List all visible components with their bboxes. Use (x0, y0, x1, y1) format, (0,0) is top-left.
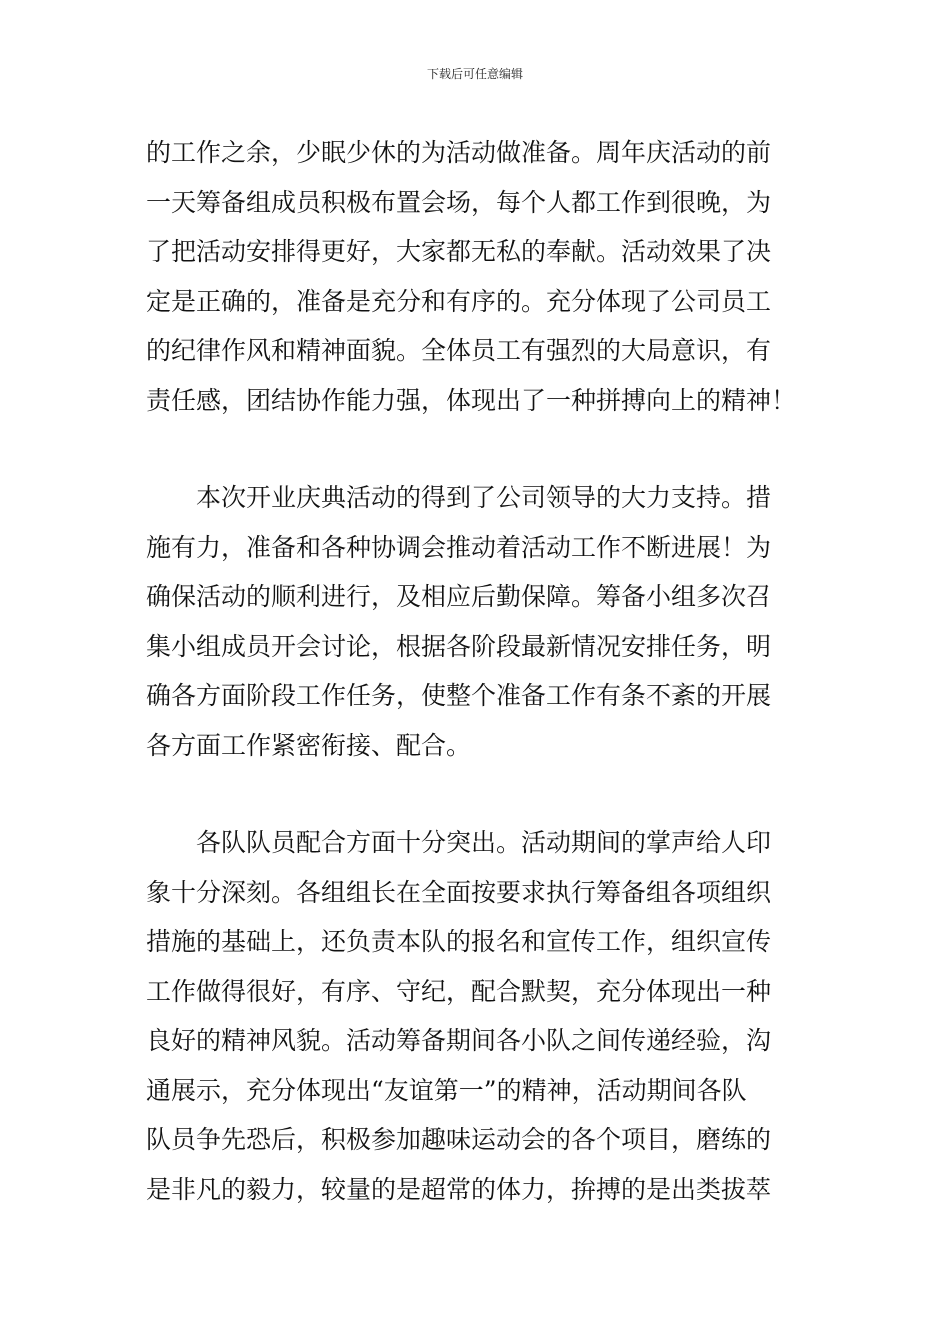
text-line: 的纪律作风和精神面貌。全体员工有强烈的大局意识，有 (146, 336, 772, 365)
document-body (146, 128, 810, 1214)
text-line: 措施的基础上，还负责本队的报名和宣传工作，组织宣传 (146, 927, 772, 956)
text-line: 定是正确的，准备是充分和有序的。充分体现了公司员工 (146, 286, 772, 316)
text-line: 队员争先恐后，积极参加趣味运动会的各个项目，磨练的 (146, 1125, 772, 1154)
text-line: 良好的精神风貌。活动筹备期间各小队之间传递经验，沟 (146, 1026, 772, 1055)
text-line: 确保活动的顺利进行，及相应后勤保障。筹备小组多次召 (146, 582, 772, 611)
text-line: 集小组成员开会讨论，根据各阶段最新情况安排任务，明 (146, 631, 772, 661)
text-line: 通展示，充分体现出“友谊第一”的精神，活动期间各队 (146, 1075, 747, 1105)
text-line-indented: 各队队员配合方面十分突出。活动期间的掌声给人印 (196, 828, 772, 857)
paragraph-1 (146, 128, 810, 425)
text-line: 确各方面阶段工作任务，使整个准备工作有条不紊的开展 (146, 681, 772, 710)
text-line-indented: 本次开业庆典活动的得到了公司领导的大力支持。措 (196, 483, 772, 512)
text-line: 责任感，团结协作能力强，体现出了一种拼搏向上的精神！ (146, 385, 797, 415)
text-line: 施有力，准备和各种协调会推动着活动工作不断进展！为 (146, 532, 772, 562)
text-line: 了把活动安排得更好，大家都无私的奉献。活动效果了决 (146, 237, 772, 266)
page-header: 下载后可任意编辑 (426, 67, 523, 81)
paragraph-2 (146, 473, 810, 770)
text-line: 象十分深刻。各组组长在全面按要求执行筹备组各项组织 (146, 877, 772, 907)
text-line: 各方面工作紧密衔接、配合。 (146, 730, 472, 760)
paragraph-3 (146, 818, 810, 1214)
text-line: 一天筹备组成员积极布置会场，每个人都工作到很晚，为 (146, 187, 772, 217)
text-line: 是非凡的毅力，较量的是超常的体力，拚搏的是出类拔萃 (146, 1174, 772, 1204)
text-line: 工作做得很好，有序、守纪，配合默契，充分体现出一种 (146, 976, 772, 1006)
text-line: 的工作之余，少眠少休的为活动做准备。周年庆活动的前 (146, 138, 772, 167)
